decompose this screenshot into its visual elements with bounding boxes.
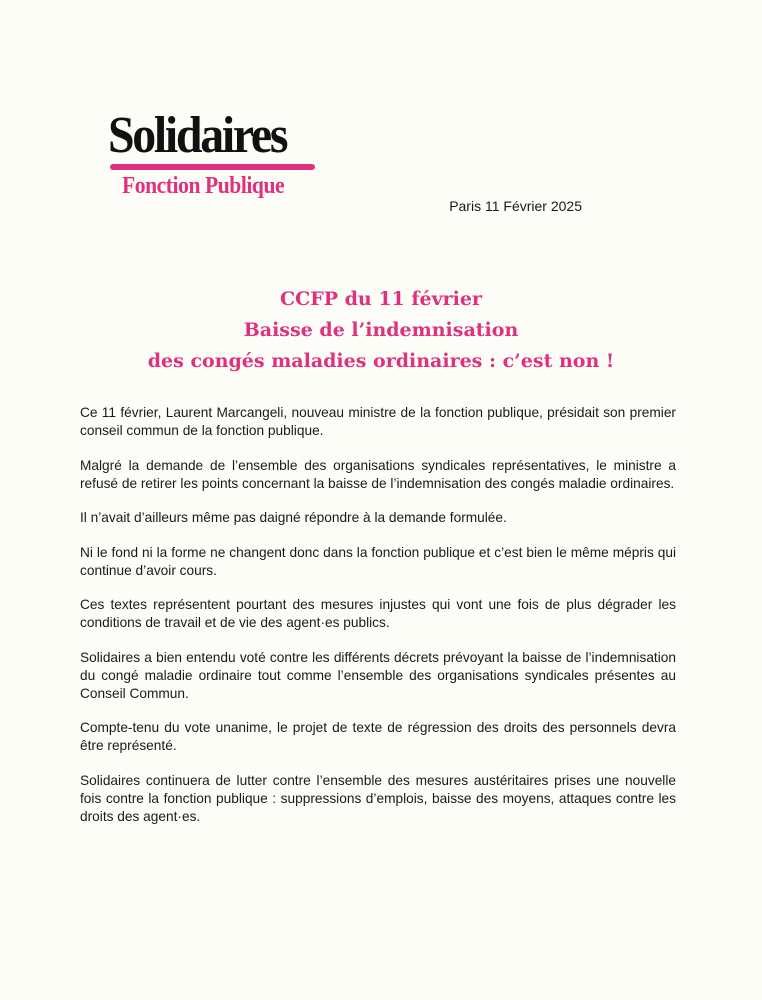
document-title — [0, 284, 762, 377]
document-body — [80, 404, 676, 842]
logo-subtitle: Fonction Publique — [122, 173, 285, 199]
paragraph: Solidaires continuera de lutter contre l’ensemble des mesures austéritaires prises une nouvelle fois contre la fonction publique : suppressions d’emplois, baisse des moyens, attaques contre les droits des agent·es. — [80, 772, 676, 824]
paragraph: Ces textes représentent pourtant des mesures injustes qui vont une fois de plus dégrader les conditions de travail et de vie des agent·es publics. — [80, 597, 676, 630]
paragraph: Malgré la demande de l’ensemble des organisations syndicales représentatives, le ministre a refusé de retirer les points concernant la baisse de l’indemnisation des congés maladie ordinaires. — [80, 457, 676, 491]
paragraph: Compte-tenu du vote unanime, le projet de texte de régression des droits des personnels devra être représenté. — [80, 720, 676, 753]
logo-name: Solidaires — [108, 107, 287, 164]
title-line-3: des congés maladies ordinaires : c’est non ! — [147, 350, 615, 372]
paragraph: Solidaires a bien entendu voté contre les différents décrets prévoyant la baisse de l’indemnisation du congé maladie ordinaire tout comme l’ensemble des organisations syndicales présentes au Conseil Commun. — [80, 649, 676, 701]
logo-underline — [110, 164, 315, 170]
solidaires-logo — [108, 108, 318, 203]
paragraph: Ni le fond ni la forme ne changent donc dans la fonction publique et c’est bien le même mépris qui continue d’avoir cours. — [80, 544, 676, 578]
paragraph: Il n’avait d’ailleurs même pas daigné répondre à la demande formulée. — [80, 510, 507, 525]
paragraph: Ce 11 février, Laurent Marcangeli, nouveau ministre de la fonction publique, présidait son premier conseil commun de la fonction publique. — [80, 405, 676, 438]
title-line-2: Baisse de l’indemnisation — [243, 319, 519, 341]
title-line-1: CCFP du 11 février — [279, 288, 483, 310]
document-date: Paris 11 Février 2025 — [449, 198, 582, 214]
